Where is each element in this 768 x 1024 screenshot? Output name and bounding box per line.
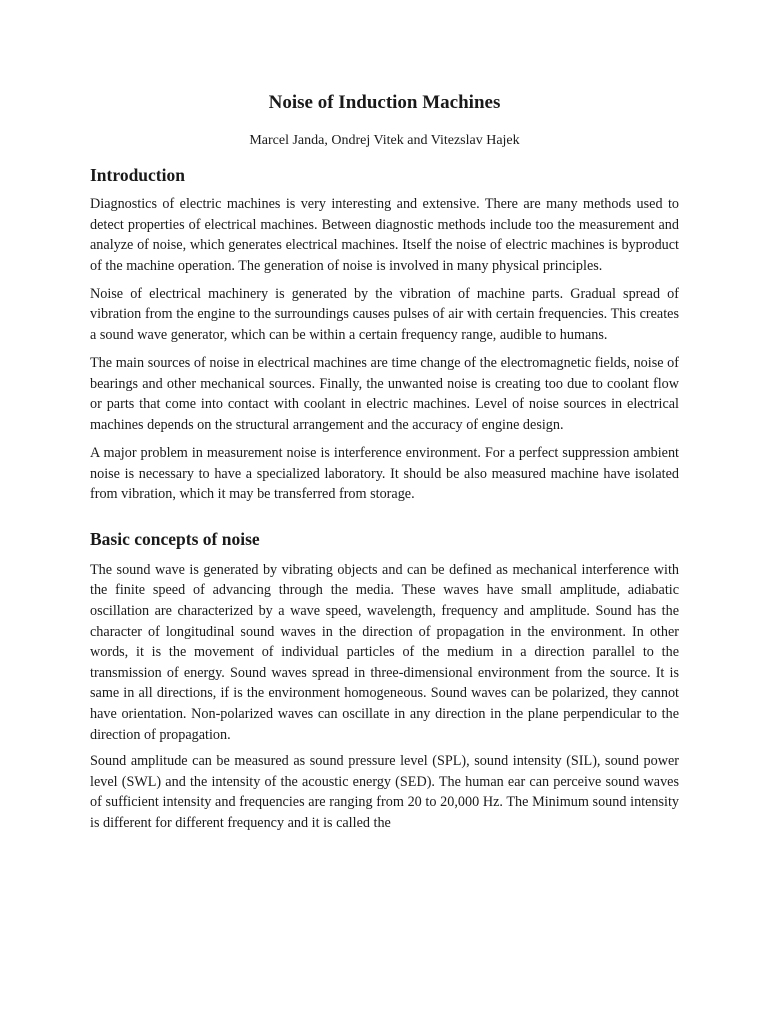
section-heading-basic-concepts: Basic concepts of noise [90,528,260,549]
paragraph: Diagnostics of electric machines is very interesting and extensive. There are many methods used to detect properties of electrical machines. Between diagnostic methods include too the measurement and analyze of noise, which generates electrical machines. Itself the noise of electric machines is byproduct of the machine operation. The generation of noise is involved in many physical principles. [90,196,679,274]
paragraph: Sound amplitude can be measured as sound pressure level (SPL), sound intensity (SIL), sound power level (SWL) and the intensity of the acoustic energy (SED). The human ear can perceive sound waves of sufficient intensity and frequencies are ranging from 20 to 20,000 Hz. The Minimum sound intensity is different for different frequency and it is called the [90,753,679,831]
paragraph: A major problem in measurement noise is interference environment. For a perfect suppression ambient noise is necessary to have a specialized laboratory. It should be also measured machine have isolated from vibration, which it may be transferred from storage. [90,445,679,503]
paragraph: The main sources of noise in electrical machines are time change of the electromagnetic fields, noise of bearings and other mechanical sources. Finally, the unwanted noise is creating too due to coolant flow or parts that come into contact with coolant in electric machines. Level of noise sources in electrical machines depends on the structural arrangement and the accuracy of engine design. [90,355,679,433]
section-heading-introduction: Introduction [90,165,185,185]
paper-title: Noise of Induction Machines [268,92,501,113]
paper-authors: Marcel Janda, Ondrej Vitek and Vitezslav Hajek [249,133,520,148]
paragraph: The sound wave is generated by vibrating objects and can be defined as mechanical interference with the finite speed of advancing through the media. These waves have small amplitude, adiabatic oscillation are characterized by a wave speed, wavelength, frequency and amplitude. Sound has the character of longitudinal sound waves in the direction of propagation in the environment. In other words, it is the movement of individual particles of the medium in a direction parallel to the transmission of energy. Sound waves spread in three-dimensional environment from the source. It is same in all directions, if is the environment homogeneous. Sound waves can be polarized, they cannot have orientation. Non-polarized waves can oscillate in any direction in the plane perpendicular to the direction of propagation. [90,561,679,743]
paragraph: Noise of electrical machinery is generated by the vibration of machine parts. Gradual spread of vibration from the engine to the surroundings causes pulses of air with certain frequencies. This creates a sound wave generator, which can be within a certain frequency range, audible to humans. [90,285,679,344]
